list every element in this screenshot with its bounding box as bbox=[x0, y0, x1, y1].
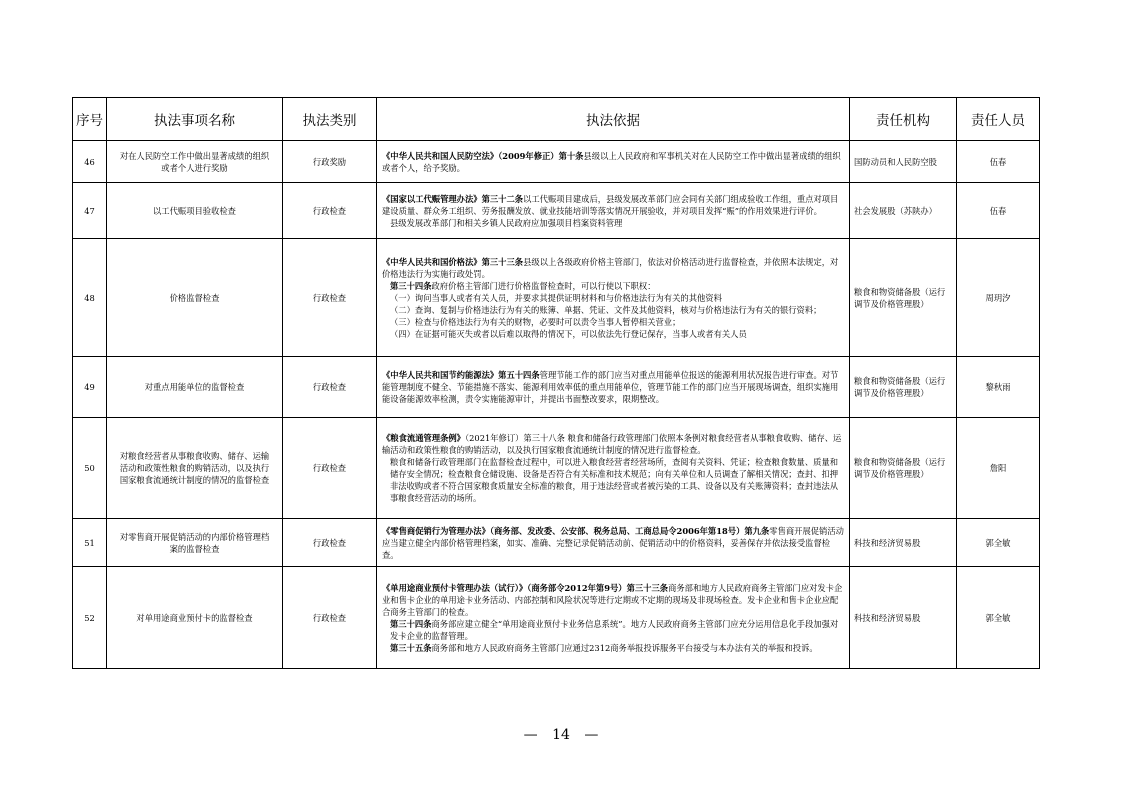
table-row bbox=[73, 519, 1040, 567]
basis-text: （一）询问当事人或者有关人员，并要求其提供证明材料和与价格违法行为有关的其他资料 bbox=[390, 292, 722, 303]
row-number: 51 bbox=[73, 519, 107, 567]
responsible-person: 黎秋雨 bbox=[957, 357, 1040, 418]
enforcement-type: 行政检查 bbox=[283, 239, 377, 357]
responsible-person: 郭全敏 bbox=[957, 519, 1040, 567]
legal-basis bbox=[377, 519, 850, 567]
basis-paragraph bbox=[382, 456, 845, 504]
responsible-org: 社会发展股（苏陕办） bbox=[850, 183, 957, 239]
basis-paragraph bbox=[382, 217, 845, 229]
item-name: 对零售商开展促销活动的内部价格管理档案的监督检查 bbox=[107, 519, 283, 567]
basis-text: （三）检查与价格违法行为有关的财物，必要时可以责令当事人暂停相关营业； bbox=[390, 316, 681, 327]
legal-basis bbox=[377, 357, 850, 418]
basis-text: 县级以上人民政府和军事机关对在人民防空工作中做出显著成绩的组织或者个人，给予奖励。 bbox=[382, 150, 841, 173]
header-cell-org: 责任机构 bbox=[850, 98, 957, 141]
basis-citation: 第三十四条 bbox=[390, 280, 432, 291]
responsible-org: 国防动员和人民防空股 bbox=[850, 141, 957, 183]
item-name: 以工代赈项目验收检查 bbox=[107, 183, 283, 239]
item-name: 对粮食经营者从事粮食收购、储存、运输活动和政策性粮食的购销活动，以及执行国家粮食流通统计制度的情况的监督检查 bbox=[107, 418, 283, 519]
table-row bbox=[73, 567, 1040, 669]
basis-text: （四）在证据可能灭失或者以后难以取得的情况下，可以依法先行登记保存，当事人或者有关人员 bbox=[390, 328, 747, 339]
enforcement-table bbox=[72, 97, 1040, 669]
basis-paragraph bbox=[382, 642, 845, 654]
table-row bbox=[73, 239, 1040, 357]
row-number: 50 bbox=[73, 418, 107, 519]
basis-text: （二）查询、复制与价格违法行为有关的账簿、单据、凭证、文件及其他资料，核对与价格违法行为有关的银行资料； bbox=[390, 304, 822, 315]
basis-text: 县级以上各级政府价格主管部门，依法对价格活动进行监督检查，并依照本法规定，对价格违法行为实施行政处罚。 bbox=[382, 256, 839, 279]
legal-basis bbox=[377, 418, 850, 519]
enforcement-type: 行政检查 bbox=[283, 183, 377, 239]
header-cell-name: 执法事项名称 bbox=[107, 98, 283, 141]
row-number: 49 bbox=[73, 357, 107, 418]
basis-text: 商务部应建立健全“单用途商业预付卡业务信息系统”。地方人民政府商务主管部门应充分运用信息化手段加强对发卡企业的监督管理。 bbox=[390, 618, 839, 641]
legal-basis bbox=[377, 141, 850, 183]
basis-paragraph bbox=[382, 304, 845, 316]
basis-text: 商务部和地方人民政府商务主管部门应对发卡企业和售卡企业的单用途卡业务活动、内部控制和风险状况等进行定期或不定期的现场及非现场检查。发卡企业和售卡企业应配合商务主管部门的检查。 bbox=[382, 582, 843, 617]
item-name: 价格监督检查 bbox=[107, 239, 283, 357]
basis-paragraph bbox=[382, 582, 845, 618]
basis-text: 管理节能工作的部门应当对重点用能单位报送的能源利用状况报告进行审查。对节能管理制度不健全、节能措施不落实、能源利用效率低的重点用能单位，管理节能工作的部门应当开展现场调查，组织实施用能设备能源效率检测，责令实施能源审计，并提出书面整改要求，限期整改。 bbox=[382, 370, 839, 404]
basis-citation: 第三十四条 bbox=[390, 618, 432, 629]
basis-citation: 《单用途商业预付卡管理办法（试行）》（商务部令2012年第9号）第三十三条 bbox=[382, 582, 669, 593]
responsible-person: 郭全敏 bbox=[957, 567, 1040, 669]
basis-text: 县级发展改革部门和相关乡镇人民政府应加强项目档案资料管理 bbox=[390, 217, 623, 228]
row-number: 46 bbox=[73, 141, 107, 183]
basis-paragraph bbox=[382, 193, 845, 217]
page-footer bbox=[0, 727, 1122, 743]
basis-text: 政府价格主管部门进行价格监督检查时，可以行使以下职权： bbox=[431, 280, 656, 291]
page-dash-left: — bbox=[523, 727, 538, 743]
basis-paragraph bbox=[382, 280, 845, 292]
responsible-person: 伍春 bbox=[957, 183, 1040, 239]
table-row bbox=[73, 357, 1040, 418]
item-name: 对在人民防空工作中做出显著成绩的组织或者个人进行奖励 bbox=[107, 141, 283, 183]
basis-citation: 《中华人民共和国节约能源法》第五十四条 bbox=[382, 370, 540, 380]
page-dash-right: — bbox=[584, 727, 599, 743]
basis-paragraph bbox=[382, 328, 845, 340]
row-number: 52 bbox=[73, 567, 107, 669]
item-name: 对单用途商业预付卡的监督检查 bbox=[107, 567, 283, 669]
row-number: 47 bbox=[73, 183, 107, 239]
header-cell-person: 责任人员 bbox=[957, 98, 1040, 141]
header-cell-basis: 执法依据 bbox=[377, 98, 850, 141]
enforcement-type: 行政奖励 bbox=[283, 141, 377, 183]
basis-paragraph bbox=[382, 432, 845, 456]
basis-citation: 《零售商促销行为管理办法》（商务部、发改委、公安部、税务总局、工商总局令2006年第18号）第九条 bbox=[382, 525, 770, 536]
basis-citation: 《中华人民共和国价格法》第三十三条 bbox=[382, 256, 524, 267]
basis-text: 粮食和储备行政管理部门在监督检查过程中，可以进入粮食经营者经营场所，查阅有关资料、凭证；检查粮食数量、质量和储存安全情况；检查粮食仓储设施、设备是否符合有关标准和技术规范；向有关单位和人员调查了解相关情况；查封、扣押非法收购或者不符合国家粮食质量安全标准的粮食，用于违法经营或者被污染的工具、设备以及有关账簿资料；查封违法从事粮食经营活动的场所。 bbox=[390, 457, 839, 503]
responsible-org: 科技和经济贸易股 bbox=[850, 519, 957, 567]
basis-paragraph bbox=[382, 618, 845, 642]
basis-citation: 《粮食流通管理条例》 bbox=[382, 433, 465, 443]
basis-text: （2021年修订）第三十八条 粮食和储备行政管理部门依照本条例对粮食经营者从事粮食收购、储存、运输活动和政策性粮食的购销活动，以及执行国家粮食流通统计制度的情况进行监督检查。 bbox=[382, 433, 842, 455]
enforcement-type: 行政检查 bbox=[283, 519, 377, 567]
basis-text: 以工代赈项目建成后，县级发展改革部门应会同有关部门组成验收工作组，重点对项目建设质量、群众务工组织、劳务报酬发放、就业技能培训等落实情况开展验收，并对项目发挥“赈”的作用效果进行评价。 bbox=[382, 193, 839, 216]
row-number: 48 bbox=[73, 239, 107, 357]
responsible-org: 粮食和物资储备股（运行调节及价格管理股） bbox=[850, 357, 957, 418]
legal-basis bbox=[377, 239, 850, 357]
item-name: 对重点用能单位的监督检查 bbox=[107, 357, 283, 418]
responsible-person: 周玥汐 bbox=[957, 239, 1040, 357]
responsible-person: 詹阳 bbox=[957, 418, 1040, 519]
basis-paragraph bbox=[382, 292, 845, 304]
table-row bbox=[73, 418, 1040, 519]
header-row bbox=[73, 98, 1040, 141]
table-row bbox=[73, 183, 1040, 239]
responsible-org: 科技和经济贸易股 bbox=[850, 567, 957, 669]
header-cell-type: 执法类别 bbox=[283, 98, 377, 141]
basis-paragraph bbox=[382, 369, 845, 405]
basis-citation: 《国家以工代赈管理办法》第三十二条 bbox=[382, 193, 524, 204]
legal-basis bbox=[377, 183, 850, 239]
table-row bbox=[73, 141, 1040, 183]
basis-citation: 《中华人民共和国人民防空法》（2009年修正）第十条 bbox=[382, 150, 584, 161]
basis-paragraph bbox=[382, 525, 845, 561]
basis-text: 商务部和地方人民政府商务主管部门应通过2312商务举报投诉服务平台接受与本办法有关的举报和投诉。 bbox=[431, 642, 818, 653]
enforcement-type: 行政检查 bbox=[283, 357, 377, 418]
responsible-org: 粮食和物资储备股（运行调节及价格管理股） bbox=[850, 239, 957, 357]
basis-citation: 第三十五条 bbox=[390, 642, 432, 653]
header-cell-no: 序号 bbox=[73, 98, 107, 141]
legal-basis bbox=[377, 567, 850, 669]
basis-paragraph bbox=[382, 256, 845, 280]
page-number: 14 bbox=[552, 727, 570, 743]
basis-text: 零售商开展促销活动应当建立健全内部价格管理档案，如实、准确、完整记录促销活动前、促销活动中的价格资料，妥善保存并依法接受监督检查。 bbox=[382, 525, 844, 560]
enforcement-type: 行政检查 bbox=[283, 418, 377, 519]
basis-paragraph bbox=[382, 150, 845, 174]
enforcement-type: 行政检查 bbox=[283, 567, 377, 669]
responsible-org: 粮食和物资储备股（运行调节及价格管理股） bbox=[850, 418, 957, 519]
responsible-person: 伍春 bbox=[957, 141, 1040, 183]
basis-paragraph bbox=[382, 316, 845, 328]
